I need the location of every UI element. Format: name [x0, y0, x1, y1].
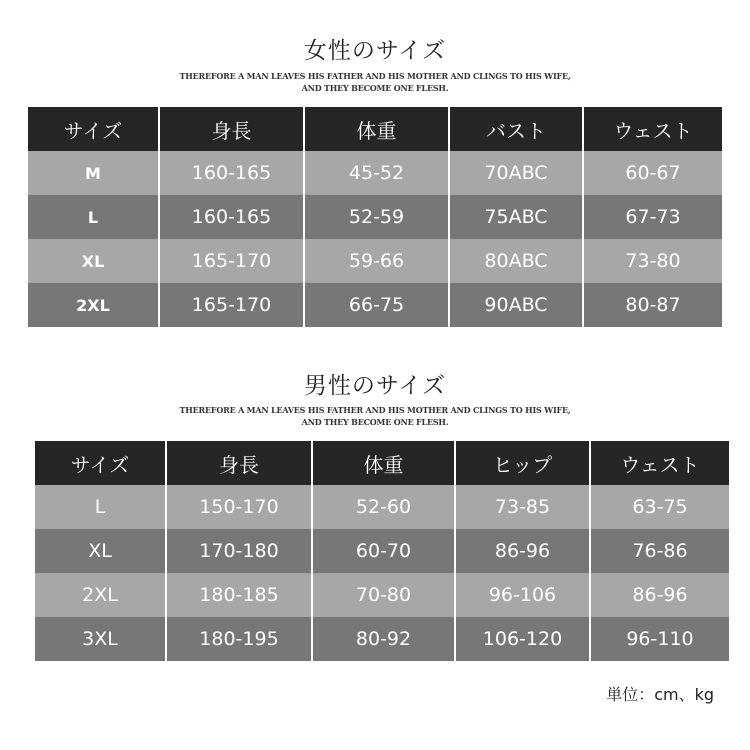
table-row — [28, 151, 722, 195]
header-cell-waist: ウェスト — [613, 118, 693, 143]
header-cell-waist: ウェスト — [620, 452, 700, 477]
waist-cell: 76-86 — [632, 540, 688, 562]
size-cell: L — [35, 485, 167, 529]
table-row — [35, 617, 729, 661]
header-cell-weight: 体重 — [305, 107, 450, 151]
header-cell-hip: ヒップ — [456, 441, 591, 485]
hip-cell: 96-106 — [456, 573, 591, 617]
women-tagline-line1: THEREFORE A MAN LEAVES HIS FATHER AND HIS MOTHER AND CLINGS TO HIS WIFE, — [179, 71, 571, 81]
bust-cell: 90ABC — [450, 283, 584, 327]
weight-cell: 52-60 — [313, 485, 456, 529]
waist-cell: 60-67 — [625, 162, 681, 184]
women-size-table — [28, 107, 722, 327]
women-size-title: 女性のサイズ — [303, 38, 447, 64]
table-row — [28, 195, 722, 239]
header-cell-size: サイズ — [35, 441, 167, 485]
header-cell-bust: バスト — [450, 107, 584, 151]
header-cell-height: 身長 — [160, 107, 305, 151]
weight-cell: 59-66 — [305, 239, 450, 283]
unit-note: 単位：cm、kg — [606, 685, 714, 704]
height-cell: 180-195 — [167, 617, 313, 661]
weight-cell: 70-80 — [313, 573, 456, 617]
header-cell-size: サイズ — [28, 107, 160, 151]
bust-cell: 75ABC — [450, 195, 584, 239]
waist-cell: 63-75 — [632, 496, 688, 518]
header-cell-height: 身長 — [167, 441, 313, 485]
waist-cell: 86-96 — [632, 584, 688, 606]
size-cell: 3XL — [35, 617, 167, 661]
men-tagline-line2: AND THEY BECOME ONE FLESH. — [301, 417, 449, 427]
hip-cell: 86-96 — [456, 529, 591, 573]
table-header-row — [35, 441, 729, 485]
weight-cell: 52-59 — [305, 195, 450, 239]
weight-cell: 60-70 — [313, 529, 456, 573]
hip-cell: 106-120 — [456, 617, 591, 661]
size-cell: L — [28, 195, 160, 239]
bust-cell: 80ABC — [450, 239, 584, 283]
waist-cell: 73-80 — [625, 250, 681, 272]
waist-cell: 96-110 — [626, 628, 694, 650]
waist-cell: 80-87 — [625, 294, 681, 316]
weight-cell: 66-75 — [305, 283, 450, 327]
size-cell: XL — [35, 529, 167, 573]
table-row — [35, 529, 729, 573]
height-cell: 170-180 — [167, 529, 313, 573]
header-cell-weight: 体重 — [313, 441, 456, 485]
waist-cell: 67-73 — [625, 206, 681, 228]
size-cell: XL — [28, 239, 160, 283]
women-tagline-line2: AND THEY BECOME ONE FLESH. — [301, 83, 449, 93]
weight-cell: 80-92 — [313, 617, 456, 661]
size-cell: 2XL — [35, 573, 167, 617]
table-header-row — [28, 107, 722, 151]
table-row — [28, 283, 722, 327]
bust-cell: 70ABC — [450, 151, 584, 195]
men-size-title: 男性のサイズ — [303, 373, 447, 399]
men-size-table — [35, 441, 729, 661]
height-cell: 165-170 — [160, 239, 305, 283]
size-cell: 2XL — [28, 283, 160, 327]
height-cell: 160-165 — [160, 151, 305, 195]
weight-cell: 45-52 — [305, 151, 450, 195]
table-row — [35, 485, 729, 529]
men-tagline-line1: THEREFORE A MAN LEAVES HIS FATHER AND HIS MOTHER AND CLINGS TO HIS WIFE, — [179, 405, 571, 415]
hip-cell: 73-85 — [456, 485, 591, 529]
table-row — [28, 239, 722, 283]
table-row — [35, 573, 729, 617]
height-cell: 180-185 — [167, 573, 313, 617]
height-cell: 160-165 — [160, 195, 305, 239]
height-cell: 165-170 — [160, 283, 305, 327]
height-cell: 150-170 — [167, 485, 313, 529]
size-cell: M — [28, 151, 160, 195]
